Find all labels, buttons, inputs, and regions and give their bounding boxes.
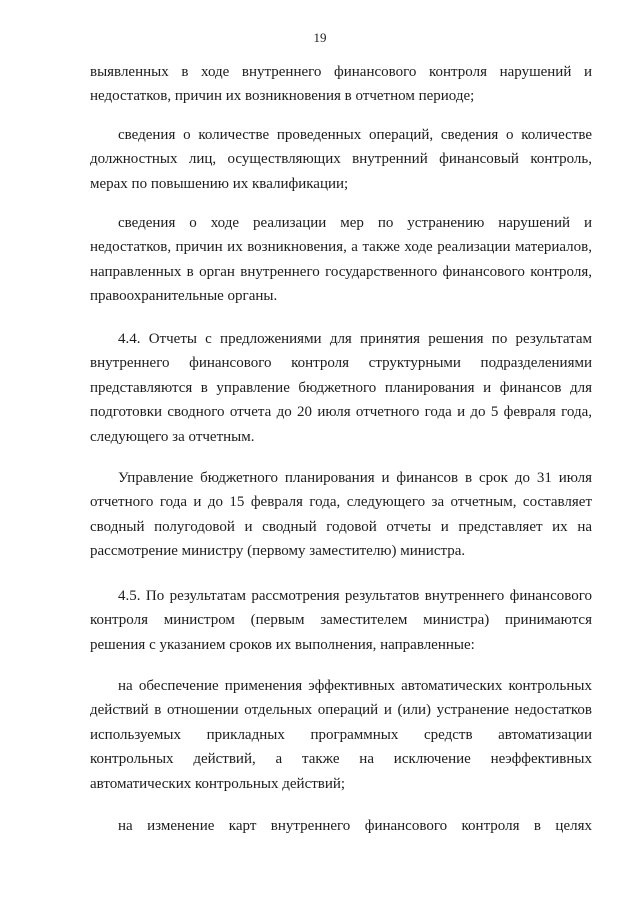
paragraph [90, 466, 592, 564]
text-line: 4.4. Отчеты с предложениями для принятия решения по результатам [118, 331, 592, 347]
text-line: сведения о ходе реализации мер по устранению нарушений и [118, 215, 592, 231]
text-line: мерах по повышению их квалификации; [90, 175, 349, 192]
text-line: подготовки сводного отчета до 20 июля отчетного года и до 5 февраля года, [90, 404, 592, 421]
text-line: недостатков, причин их возникновения в отчетном периоде; [90, 88, 475, 105]
page-number: 19 [313, 30, 327, 45]
text-line: выявленных в ходе внутреннего финансового контроля нарушений и [90, 64, 592, 80]
text-line: контрольных действий, а также на исключение неэффективных [90, 751, 592, 768]
text-line: на изменение карт внутреннего финансового контроля в целях [118, 818, 592, 834]
paragraph [90, 60, 592, 109]
text-line: 4.5. По результатам рассмотрения результатов внутреннего финансового [118, 588, 592, 604]
paragraph [90, 674, 592, 796]
text-line: следующего за отчетным. [90, 428, 255, 445]
text-line: недостатков, причин их возникновения, а также ходе реализации материалов, [90, 239, 592, 256]
text-line: представляются в управление бюджетного планирования и финансов для [90, 379, 592, 396]
text-line: отчетного года и до 15 февраля года, следующего за отчетным, составляет [90, 494, 592, 511]
text-line: внутреннего финансового контроля структурными подразделениями [90, 355, 592, 372]
paragraph [90, 211, 592, 309]
text-line: используемых прикладных программных средств автоматизации [90, 726, 592, 743]
text-line: рассмотрение министру (первому заместителю) министра. [90, 543, 466, 560]
text-line: Управление бюджетного планирования и финансов в срок до 31 июля [118, 470, 592, 486]
text-line: сведения о количестве проведенных операций, сведения о количестве [118, 127, 592, 143]
text-line: направленных в орган внутреннего государственного финансового контроля, [90, 263, 592, 280]
text-line: должностных лиц, осуществляющих внутренний финансовый контроль, [90, 151, 592, 168]
text-line: действий в отношении отдельных операций и (или) устранение недостатков [90, 702, 592, 719]
text-line: контроля министром (первым заместителем министра) принимаются [90, 612, 592, 629]
paragraph [90, 584, 592, 657]
text-line: сводный полугодовой и сводный годовой отчеты и представляет их на [90, 518, 592, 535]
text-line: автоматических контрольных действий; [90, 775, 346, 792]
paragraph [90, 814, 592, 838]
text-line: на обеспечение применения эффективных автоматических контрольных [118, 678, 592, 694]
text-line: правоохранительные органы. [90, 288, 278, 305]
paragraph [90, 123, 592, 196]
text-line: решения с указанием сроков их выполнения, направленные: [90, 636, 475, 653]
paragraph [90, 327, 592, 449]
